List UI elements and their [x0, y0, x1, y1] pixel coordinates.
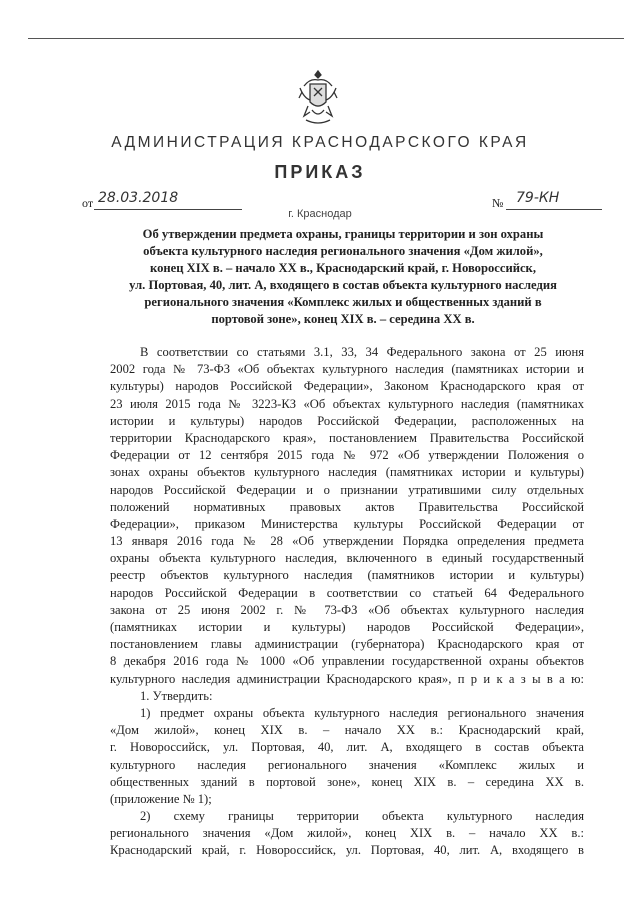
- title-line: конец XIX в. – начало XX в., Краснодарский край, г. Новороссийск,: [150, 261, 536, 275]
- body-line: регионального значения «Дом жилой», конец XIX в. – начало XX в.:: [110, 826, 584, 841]
- body-line: культурного наследия администрации Краснодарского края», п р и к а з ы в а ю:: [110, 671, 584, 686]
- title-line: объекта культурного наследия регионального значения «Дом жилой»,: [143, 244, 543, 258]
- body-line: общественных зданий в портовой зоне», конец XIX в. – середина XX в.: [110, 774, 584, 789]
- body-line: народов Российской Федерации и о признании утратившими силу отдельных: [110, 482, 584, 497]
- body-line: Федерации от 12 сентября 2015 года № 972 «Об утверждении Положения о: [110, 448, 584, 463]
- body-line: 2002 года № 73-ФЗ «Об объектах культурного наследия (памятниках истории и: [110, 362, 584, 377]
- body-line: культуры) народов Российской Федерации», Законом Краснодарского края от: [110, 379, 584, 394]
- title-line: ул. Портовая, 40, лит. А, входящего в состав объекта культурного наследия: [129, 278, 557, 292]
- body-line: 2) схему границы территории объекта культурного наследия: [140, 809, 584, 824]
- body-line: народов Российской Федерации в соответствии со статьей 64 Федерального: [110, 585, 584, 600]
- organization-name: АДМИНИСТРАЦИЯ КРАСНОДАРСКОГО КРАЯ: [111, 134, 529, 151]
- body-line: территории Краснодарского края», постановлением Правительства Российской: [110, 430, 584, 445]
- body-line: реестр объектов культурного наследия (памятников истории и культуры): [110, 568, 584, 583]
- body-line: 23 июля 2015 года № 3223-КЗ «Об объектах культурного наследия (памятниках: [110, 396, 584, 411]
- body-line: охраны объекта культурного наследия, включенного в единый государственный: [110, 551, 584, 566]
- number-prefix: №: [492, 196, 504, 210]
- document-date: 28.03.2018: [98, 190, 179, 206]
- body-line: 13 января 2016 года № 28 «Об утверждении Порядка определения предмета: [110, 534, 584, 549]
- top-rule: [28, 38, 624, 39]
- date-prefix: от: [82, 196, 94, 210]
- document-title: [100, 226, 586, 328]
- body-line: Федерации», приказом Министерства культуры Российской Федерации от: [110, 516, 584, 531]
- coat-of-arms-icon: [296, 68, 340, 126]
- body-line: Краснодарский край, г. Новороссийск, ул. Портовая, 40, лит. А, входящего в: [110, 843, 584, 858]
- body-line: зонах охраны объектов культурного наследия (памятниках истории и культуры): [110, 465, 584, 480]
- body-line: «Дом жилой», конец XIX в. – начало XX в.: Краснодарский край,: [110, 723, 584, 738]
- body-line: постановлением главы администрации (губернатора) Краснодарского края от: [110, 637, 584, 652]
- body-line: закона от 25 июня 2002 г. № 73-ФЗ «Об объектах культурного наследия: [110, 602, 584, 617]
- title-line: регионального значения «Комплекс жилых и общественных зданий в: [144, 295, 542, 309]
- title-line: Об утверждении предмета охраны, границы территории и зон охраны: [142, 227, 544, 241]
- document-type: ПРИКАЗ: [274, 162, 366, 182]
- body-line: В соответствии со статьями 3.1, 33, 34 Федерального закона от 25 июня: [140, 345, 584, 359]
- body-line: 8 декабря 2016 года № 1000 «Об управлении государственной охраны объектов: [110, 654, 584, 669]
- body-line: г. Новороссийск, ул. Портовая, 40, лит. А, входящего в состав объекта: [110, 740, 584, 755]
- body-line: (приложение № 1);: [110, 791, 212, 806]
- document-number: 79-КН: [516, 190, 560, 206]
- city: г. Краснодар: [288, 208, 352, 220]
- body-line: (памятниках истории и культуры) народов Российской Федерации»,: [110, 620, 584, 634]
- body-line: культурного наследия регионального значения «Комплекс жилых и: [110, 757, 584, 772]
- body-line: истории и культуры) народов Российской Федерации, расположенных на: [110, 413, 584, 428]
- document-body: [110, 344, 584, 860]
- body-line: 1. Утвердить:: [140, 688, 213, 703]
- body-line: положений нормативных правовых актов Правительства Российской: [110, 499, 584, 514]
- body-line: 1) предмет охраны объекта культурного наследия регионального значения: [140, 705, 584, 720]
- title-line: портовой зоне», конец XIX в. – середина XX в.: [211, 312, 475, 326]
